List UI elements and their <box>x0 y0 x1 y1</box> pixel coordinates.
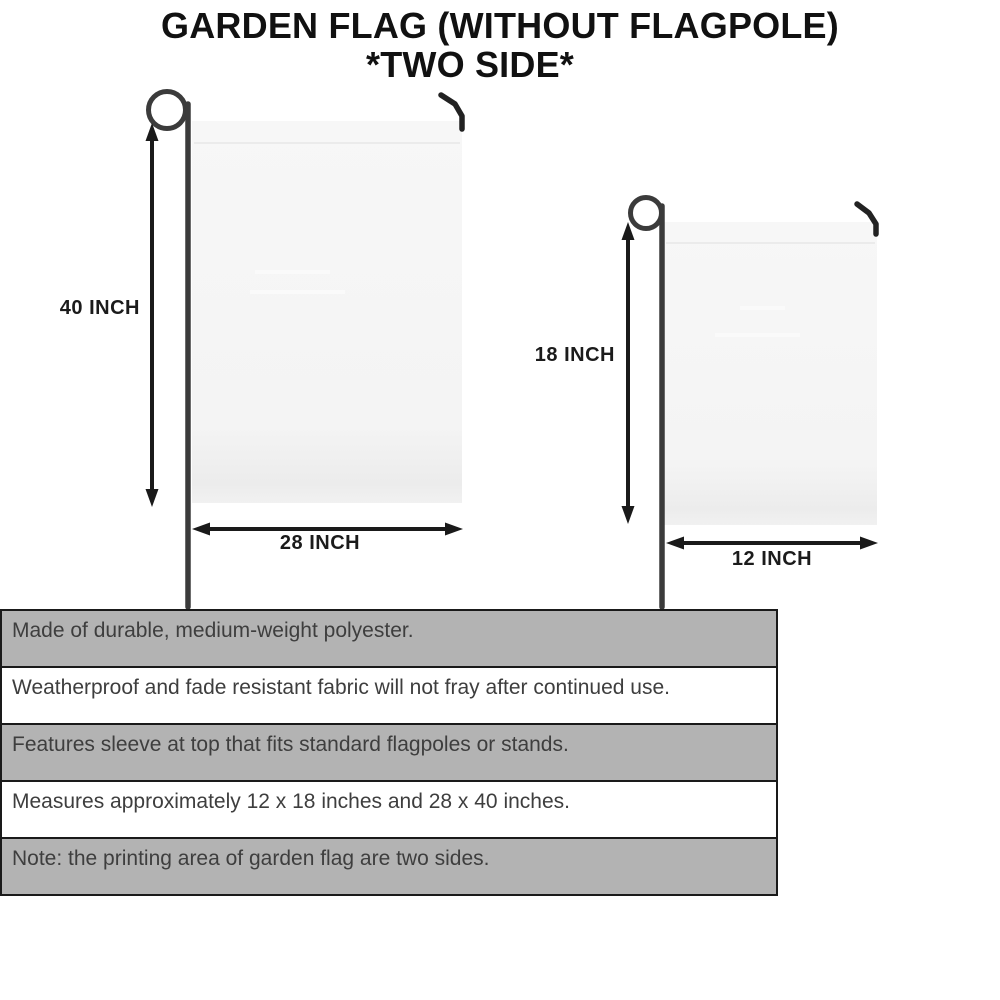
large-flag-fabric <box>192 121 462 503</box>
small-flag-width-label: 12 INCH <box>731 548 813 570</box>
small-flag-fabric <box>664 222 877 525</box>
feature-row-2 <box>0 666 778 725</box>
feature-row-1 <box>0 609 778 668</box>
feature-table <box>0 609 778 896</box>
feature-row-5 <box>0 837 778 896</box>
large-flag-group <box>146 92 464 608</box>
small-flag-group <box>622 198 879 608</box>
feature-row-3 <box>0 723 778 782</box>
feature-text-4: Measures approximately 12 x 18 inches and 28 x 40 inches. <box>12 790 570 813</box>
title-line-2: *TWO SIDE* <box>365 44 574 85</box>
small-flag-height-label: 18 INCH <box>534 344 615 366</box>
large-flag-width-label: 28 INCH <box>279 532 361 554</box>
small-flagpole-loop <box>631 198 662 229</box>
large-flag-height-arrow <box>146 123 159 507</box>
title-line-1: GARDEN FLAG (WITHOUT FLAGPOLE) <box>161 5 839 46</box>
feature-text-1: Made of durable, medium-weight polyester. <box>12 619 414 642</box>
feature-text-3: Features sleeve at top that fits standard flagpoles or stands. <box>12 733 569 756</box>
feature-text-2: Weatherproof and fade resistant fabric will not fray after continued use. <box>12 676 670 699</box>
large-flag-height-label: 40 INCH <box>59 297 140 319</box>
large-flagpole-loop <box>149 92 186 129</box>
feature-row-4 <box>0 780 778 839</box>
feature-text-5: Note: the printing area of garden flag are two sides. <box>12 847 490 870</box>
small-flag-height-arrow <box>622 222 635 524</box>
